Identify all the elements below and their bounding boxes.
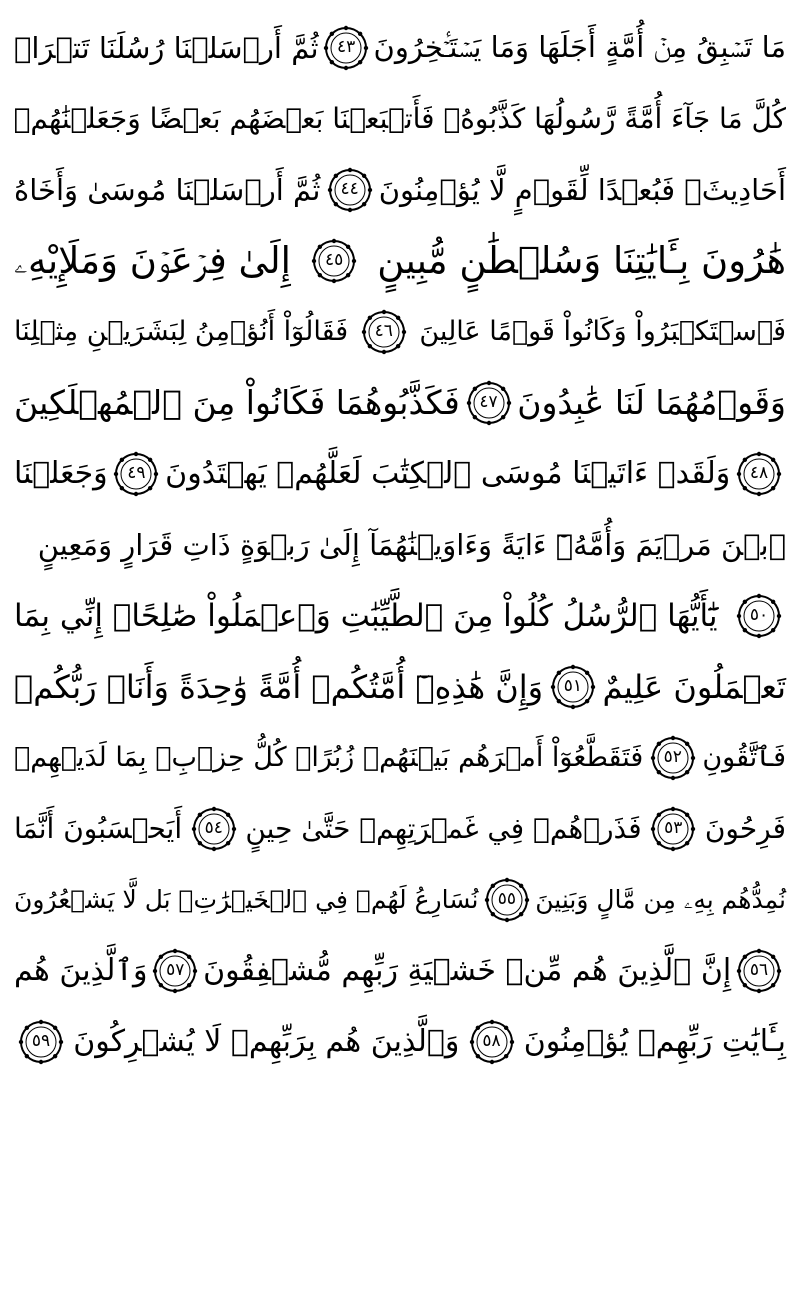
verse-line: [14, 1006, 786, 1077]
verse-text: وَقَوۡمُهُمَا لَنَا عَٰبِدُونَ: [517, 383, 786, 422]
ayah-number: ٥٠: [749, 605, 769, 625]
verse-text: ٱبۡنَ مَرۡيَمَ وَأُمَّهُۥٓ ءَايَةً وَءَاوَيۡنَٰهُمَآ إِلَىٰ رَبۡوَةٍ ذَاتِ قَرَارٍ وَمَعِينٍ: [37, 527, 786, 562]
verse-text: أَحَادِيثَۚ فَبُعۡدًا لِّقَوۡمٍ لَّا يُؤۡمِنُونَ: [378, 172, 786, 207]
verse-line: [14, 12, 786, 83]
verse-line: [14, 83, 786, 154]
verse-text: بِـَٔايَٰتِ رَبِّهِمۡ يُؤۡمِنُونَ: [523, 1024, 786, 1059]
ayah-marker: [18, 1019, 64, 1065]
ayah-marker: [469, 1019, 515, 1065]
ayah-number: ٤٣: [336, 37, 356, 57]
verse-text: ثُمَّ أَرۡسَلۡنَا مُوسَىٰ وَأَخَاهُ: [14, 172, 321, 207]
ayah-marker: [152, 948, 198, 994]
verse-text: وَإِنَّ هَٰذِهِۦٓ أُمَّتُكُمۡ أُمَّةً وَٰحِدَةً وَأَنَا۠ رَبُّكُمۡ: [14, 667, 544, 706]
ayah-number: ٤٤: [340, 179, 359, 199]
verse-text: وَٱلَّذِينَ هُم بِرَبِّهِمۡ لَا يُشۡرِكُونَ: [73, 1024, 460, 1059]
verse-text: هَٰرُونَ بِـَٔايَٰتِنَا وَسُلۡطَٰنٍ مُّبِينٍ: [377, 239, 786, 282]
verse-text: نُمِدُّهُم بِهِۦ مِن مَّالٍ وَبَنِينَ: [535, 884, 786, 914]
ayah-number: ٤٩: [127, 463, 146, 483]
verse-text: وَلَقَدۡ ءَاتَيۡنَا مُوسَى ٱلۡكِتَٰبَ لَعَلَّهُمۡ يَهۡتَدُونَ: [165, 456, 731, 491]
verse-text: تَعۡمَلُونَ عَلِيمٌ: [602, 667, 786, 706]
verse-text: فَٱسۡتَكۡبَرُواْ وَكَانُواْ قَوۡمًا عَالِينَ: [419, 316, 786, 347]
verse-text: نُسَارِعُ لَهُمۡ فِي ٱلۡخَيۡرَٰتِۚ بَل لَّا يَشۡعُرُونَ: [14, 885, 479, 914]
ayah-marker: [361, 309, 407, 355]
ayah-number: ٥٨: [482, 1031, 501, 1051]
verse-text: وَٱلَّذِينَ هُم: [14, 953, 148, 988]
verse-line: [14, 793, 786, 864]
ayah-marker: [736, 451, 782, 497]
ayah-number: ٥٦: [749, 960, 769, 980]
verse-text: إِنَّ ٱلَّذِينَ هُم مِّنۡ خَشۡيَةِ رَبِّهِم مُّشۡفِقُونَ: [203, 953, 732, 988]
ayah-number: ٥٣: [664, 818, 683, 838]
ayah-marker: [327, 167, 373, 213]
verse-text: كُلَّ مَا جَآءَ أُمَّةً رَّسُولُهَا كَذَّبُوهُۚ فَأَتۡبَعۡنَا بَعۡضَهُم بَعۡضًا وَجَعَلۡنَٰهُمۡ: [13, 102, 786, 135]
verse-line: [14, 225, 786, 296]
verse-text: فَرِحُونَ: [704, 812, 786, 845]
ayah-marker: [113, 451, 159, 497]
verse-line: [14, 864, 786, 935]
ayah-marker: [650, 735, 696, 781]
ayah-marker: [484, 877, 530, 923]
verse-line: [14, 154, 786, 225]
verse-line: [14, 935, 786, 1006]
verse-line: [14, 296, 786, 367]
ayah-number: ٤٧: [479, 392, 498, 412]
verse-text: وَجَعَلۡنَا: [14, 456, 108, 491]
verse-text: يَٰٓأَيُّهَا ٱلرُّسُلُ كُلُواْ مِنَ ٱلطَّيِّبَٰتِ وَٱعۡمَلُواْ صَٰلِحًاۖ إِنِّي بِمَا: [14, 597, 718, 634]
verse-line: [14, 438, 786, 509]
ayah-number: ٤٥: [324, 250, 344, 270]
ayah-marker: [311, 238, 357, 284]
ayah-number: ٤٨: [749, 463, 769, 483]
verse-text: فَكَذَّبُوهُمَا فَكَانُواْ مِنَ ٱلۡمُهۡلَكِينَ: [14, 383, 460, 422]
verse-line: [14, 367, 786, 438]
ayah-marker: [550, 664, 596, 710]
ayah-number: ٥٤: [204, 818, 223, 838]
verse-text: ثُمَّ أَرۡسَلۡنَا رُسُلَنَا تَتۡرَاۖ: [14, 30, 319, 65]
ayah-marker: [191, 806, 237, 852]
verse-line: [14, 580, 786, 651]
ayah-marker: [323, 25, 369, 71]
verse-text: إِلَىٰ فِرۡعَوۡنَ وَمَلَإِيْهِۦ: [14, 238, 291, 282]
ayah-marker: [466, 380, 512, 426]
verse-line: [14, 509, 786, 580]
ayah-number: ٥٩: [31, 1031, 51, 1051]
verse-line: [14, 651, 786, 722]
ayah-number: ٥١: [563, 676, 582, 696]
ayah-number: ٥٢: [663, 747, 682, 767]
ayah-marker: [736, 593, 782, 639]
verse-text: فَتَقَطَّعُوٓاْ أَمۡرَهُم بَيۡنَهُمۡ زُبُرًاۖ كُلُّ حِزۡبِۭ بِمَا لَدَيۡهِمۡ: [14, 742, 644, 773]
verse-text: أَيَحۡسَبُونَ أَنَّمَا: [14, 812, 183, 845]
verse-text: مَا تَسۡبِقُ مِنۡ أُمَّةٍ أَجَلَهَا وَمَا يَسۡتَـٔۡخِرُونَ: [373, 30, 786, 64]
verse-text: فَذَرۡهُمۡ فِي غَمۡرَتِهِمۡ حَتَّىٰ حِينٍ: [245, 812, 642, 845]
verse-text: فَٱتَّقُونِ: [702, 742, 786, 773]
ayah-marker: [736, 948, 782, 994]
verse-line: [14, 722, 786, 793]
ayah-number: ٥٧: [166, 960, 185, 980]
ayah-number: ٥٥: [497, 889, 516, 909]
verse-text: فَقَالُوٓاْ أَنُؤۡمِنُ لِبَشَرَيۡنِ مِثۡلِنَا: [14, 316, 349, 347]
ayah-marker: [650, 806, 696, 852]
ayah-number: ٤٦: [374, 321, 393, 341]
